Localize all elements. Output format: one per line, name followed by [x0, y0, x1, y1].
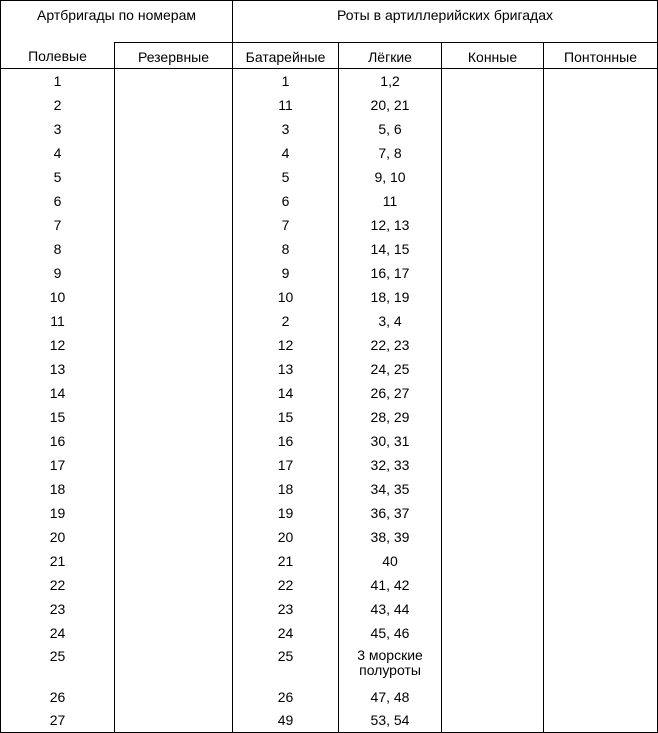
cell-battery: 8 [233, 237, 339, 261]
cell-battery: 18 [233, 477, 339, 501]
cell-field: 25 [1, 645, 115, 685]
cell-light: 16, 17 [339, 261, 442, 285]
cell-horse [442, 141, 544, 165]
cell-field: 23 [1, 597, 115, 621]
cell-battery: 14 [233, 381, 339, 405]
cell-battery: 7 [233, 213, 339, 237]
cell-light: 11 [339, 189, 442, 213]
cell-horse [442, 261, 544, 285]
cell-field: 20 [1, 525, 115, 549]
column-header-horse: Конные [442, 43, 544, 69]
cell-horse [442, 93, 544, 117]
table-row [1, 165, 658, 189]
column-header-light: Лёгкие [339, 43, 442, 69]
cell-reserve [115, 453, 233, 477]
cell-battery: 1 [233, 69, 339, 93]
cell-battery: 16 [233, 429, 339, 453]
cell-reserve [115, 501, 233, 525]
cell-horse [442, 597, 544, 621]
cell-pontoon [544, 501, 658, 525]
cell-battery: 24 [233, 621, 339, 645]
table-row [1, 237, 658, 261]
cell-battery: 11 [233, 93, 339, 117]
cell-light: 3, 4 [339, 309, 442, 333]
cell-light: 1,2 [339, 69, 442, 93]
cell-battery: 49 [233, 709, 339, 733]
cell-field: 5 [1, 165, 115, 189]
cell-light: 28, 29 [339, 405, 442, 429]
cell-field: 24 [1, 621, 115, 645]
column-header-field: Полевые [1, 43, 115, 69]
table-row [1, 69, 658, 93]
cell-light: 32, 33 [339, 453, 442, 477]
cell-pontoon [544, 333, 658, 357]
cell-battery: 23 [233, 597, 339, 621]
cell-reserve [115, 117, 233, 141]
cell-light: 7, 8 [339, 141, 442, 165]
cell-horse [442, 685, 544, 709]
cell-battery: 4 [233, 141, 339, 165]
cell-horse [442, 165, 544, 189]
cell-battery: 26 [233, 685, 339, 709]
table-row [1, 117, 658, 141]
cell-reserve [115, 357, 233, 381]
cell-battery: 15 [233, 405, 339, 429]
table-row [1, 685, 658, 709]
cell-reserve [115, 477, 233, 501]
cell-light: 53, 54 [339, 709, 442, 733]
cell-reserve [115, 333, 233, 357]
cell-light: 12, 13 [339, 213, 442, 237]
cell-light: 30, 31 [339, 429, 442, 453]
cell-pontoon [544, 573, 658, 597]
cell-reserve [115, 213, 233, 237]
cell-battery: 22 [233, 573, 339, 597]
column-header-reserve: Резервные [115, 43, 233, 69]
cell-pontoon [544, 549, 658, 573]
header-group-row [1, 1, 658, 43]
cell-pontoon [544, 309, 658, 333]
cell-pontoon [544, 117, 658, 141]
cell-light: 38, 39 [339, 525, 442, 549]
table-row [1, 549, 658, 573]
cell-horse [442, 309, 544, 333]
table-row [1, 357, 658, 381]
cell-battery: 10 [233, 285, 339, 309]
cell-pontoon [544, 525, 658, 549]
cell-field: 8 [1, 237, 115, 261]
cell-horse [442, 381, 544, 405]
cell-horse [442, 453, 544, 477]
cell-reserve [115, 69, 233, 93]
table-row [1, 261, 658, 285]
cell-battery: 3 [233, 117, 339, 141]
cell-horse [442, 405, 544, 429]
cell-horse [442, 525, 544, 549]
cell-light: 18, 19 [339, 285, 442, 309]
cell-horse [442, 645, 544, 685]
table-row [1, 573, 658, 597]
table-row [1, 645, 658, 685]
cell-field: 13 [1, 357, 115, 381]
cell-pontoon [544, 237, 658, 261]
cell-reserve [115, 549, 233, 573]
cell-battery: 25 [233, 645, 339, 685]
cell-battery: 17 [233, 453, 339, 477]
cell-light: 26, 27 [339, 381, 442, 405]
cell-field: 9 [1, 261, 115, 285]
cell-light: 3 морские полуроты [339, 645, 442, 685]
cell-reserve [115, 429, 233, 453]
cell-horse [442, 117, 544, 141]
cell-pontoon [544, 141, 658, 165]
cell-reserve [115, 405, 233, 429]
cell-battery: 13 [233, 357, 339, 381]
cell-field: 27 [1, 709, 115, 733]
header-columns-row [1, 43, 658, 69]
cell-pontoon [544, 453, 658, 477]
cell-battery: 21 [233, 549, 339, 573]
cell-field: 1 [1, 69, 115, 93]
cell-field: 15 [1, 405, 115, 429]
cell-horse [442, 477, 544, 501]
table-row [1, 477, 658, 501]
cell-light: 45, 46 [339, 621, 442, 645]
cell-pontoon [544, 93, 658, 117]
cell-reserve [115, 685, 233, 709]
cell-field: 26 [1, 685, 115, 709]
cell-light: 43, 44 [339, 597, 442, 621]
cell-reserve [115, 597, 233, 621]
cell-horse [442, 573, 544, 597]
cell-reserve [115, 189, 233, 213]
table-row [1, 333, 658, 357]
cell-field: 7 [1, 213, 115, 237]
cell-horse [442, 333, 544, 357]
cell-reserve [115, 309, 233, 333]
table-row [1, 189, 658, 213]
cell-battery: 12 [233, 333, 339, 357]
cell-horse [442, 429, 544, 453]
table-row [1, 285, 658, 309]
column-header-battery: Батарейные [233, 43, 339, 69]
cell-reserve [115, 285, 233, 309]
cell-reserve [115, 93, 233, 117]
cell-reserve [115, 141, 233, 165]
cell-pontoon [544, 381, 658, 405]
cell-field: 6 [1, 189, 115, 213]
cell-pontoon [544, 429, 658, 453]
cell-pontoon [544, 165, 658, 189]
cell-light: 14, 15 [339, 237, 442, 261]
group-header-brigades: Артбригады по номерам [1, 1, 233, 43]
cell-pontoon [544, 261, 658, 285]
cell-pontoon [544, 213, 658, 237]
cell-horse [442, 213, 544, 237]
table-body [1, 69, 658, 733]
cell-field: 16 [1, 429, 115, 453]
table-row [1, 141, 658, 165]
cell-reserve [115, 709, 233, 733]
cell-horse [442, 501, 544, 525]
cell-field: 14 [1, 381, 115, 405]
cell-field: 10 [1, 285, 115, 309]
table-row [1, 597, 658, 621]
cell-horse [442, 549, 544, 573]
cell-field: 17 [1, 453, 115, 477]
cell-light: 5, 6 [339, 117, 442, 141]
cell-pontoon [544, 69, 658, 93]
cell-field: 19 [1, 501, 115, 525]
cell-field: 11 [1, 309, 115, 333]
table-row [1, 429, 658, 453]
table-row [1, 453, 658, 477]
cell-field: 4 [1, 141, 115, 165]
cell-reserve [115, 165, 233, 189]
cell-horse [442, 621, 544, 645]
cell-light: 22, 23 [339, 333, 442, 357]
cell-horse [442, 69, 544, 93]
cell-pontoon [544, 621, 658, 645]
cell-horse [442, 237, 544, 261]
cell-reserve [115, 573, 233, 597]
cell-field: 22 [1, 573, 115, 597]
cell-horse [442, 285, 544, 309]
column-header-pontoon: Понтонные [544, 43, 658, 69]
cell-field: 18 [1, 477, 115, 501]
cell-pontoon [544, 685, 658, 709]
cell-field: 12 [1, 333, 115, 357]
cell-light: 40 [339, 549, 442, 573]
cell-pontoon [544, 357, 658, 381]
cell-battery: 19 [233, 501, 339, 525]
cell-pontoon [544, 477, 658, 501]
cell-horse [442, 357, 544, 381]
cell-field: 2 [1, 93, 115, 117]
cell-pontoon [544, 709, 658, 733]
cell-reserve [115, 261, 233, 285]
table-row [1, 213, 658, 237]
cell-reserve [115, 525, 233, 549]
table-row [1, 501, 658, 525]
cell-pontoon [544, 645, 658, 685]
cell-pontoon [544, 285, 658, 309]
cell-reserve [115, 381, 233, 405]
cell-pontoon [544, 405, 658, 429]
cell-light: 9, 10 [339, 165, 442, 189]
group-header-companies: Роты в артиллерийских бригадах [233, 1, 658, 43]
cell-light: 34, 35 [339, 477, 442, 501]
cell-light: 36, 37 [339, 501, 442, 525]
cell-reserve [115, 237, 233, 261]
cell-battery: 5 [233, 165, 339, 189]
cell-reserve [115, 621, 233, 645]
cell-battery: 9 [233, 261, 339, 285]
cell-pontoon [544, 597, 658, 621]
cell-light: 47, 48 [339, 685, 442, 709]
cell-battery: 20 [233, 525, 339, 549]
table-row [1, 405, 658, 429]
table-row [1, 309, 658, 333]
cell-battery: 2 [233, 309, 339, 333]
table-row [1, 525, 658, 549]
cell-light: 41, 42 [339, 573, 442, 597]
table-row [1, 93, 658, 117]
cell-field: 21 [1, 549, 115, 573]
cell-field: 3 [1, 117, 115, 141]
cell-light: 20, 21 [339, 93, 442, 117]
table-row [1, 381, 658, 405]
cell-horse [442, 189, 544, 213]
cell-reserve [115, 645, 233, 685]
cell-horse [442, 709, 544, 733]
cell-pontoon [544, 189, 658, 213]
cell-battery: 6 [233, 189, 339, 213]
cell-light: 24, 25 [339, 357, 442, 381]
table-row [1, 709, 658, 733]
table-row [1, 621, 658, 645]
